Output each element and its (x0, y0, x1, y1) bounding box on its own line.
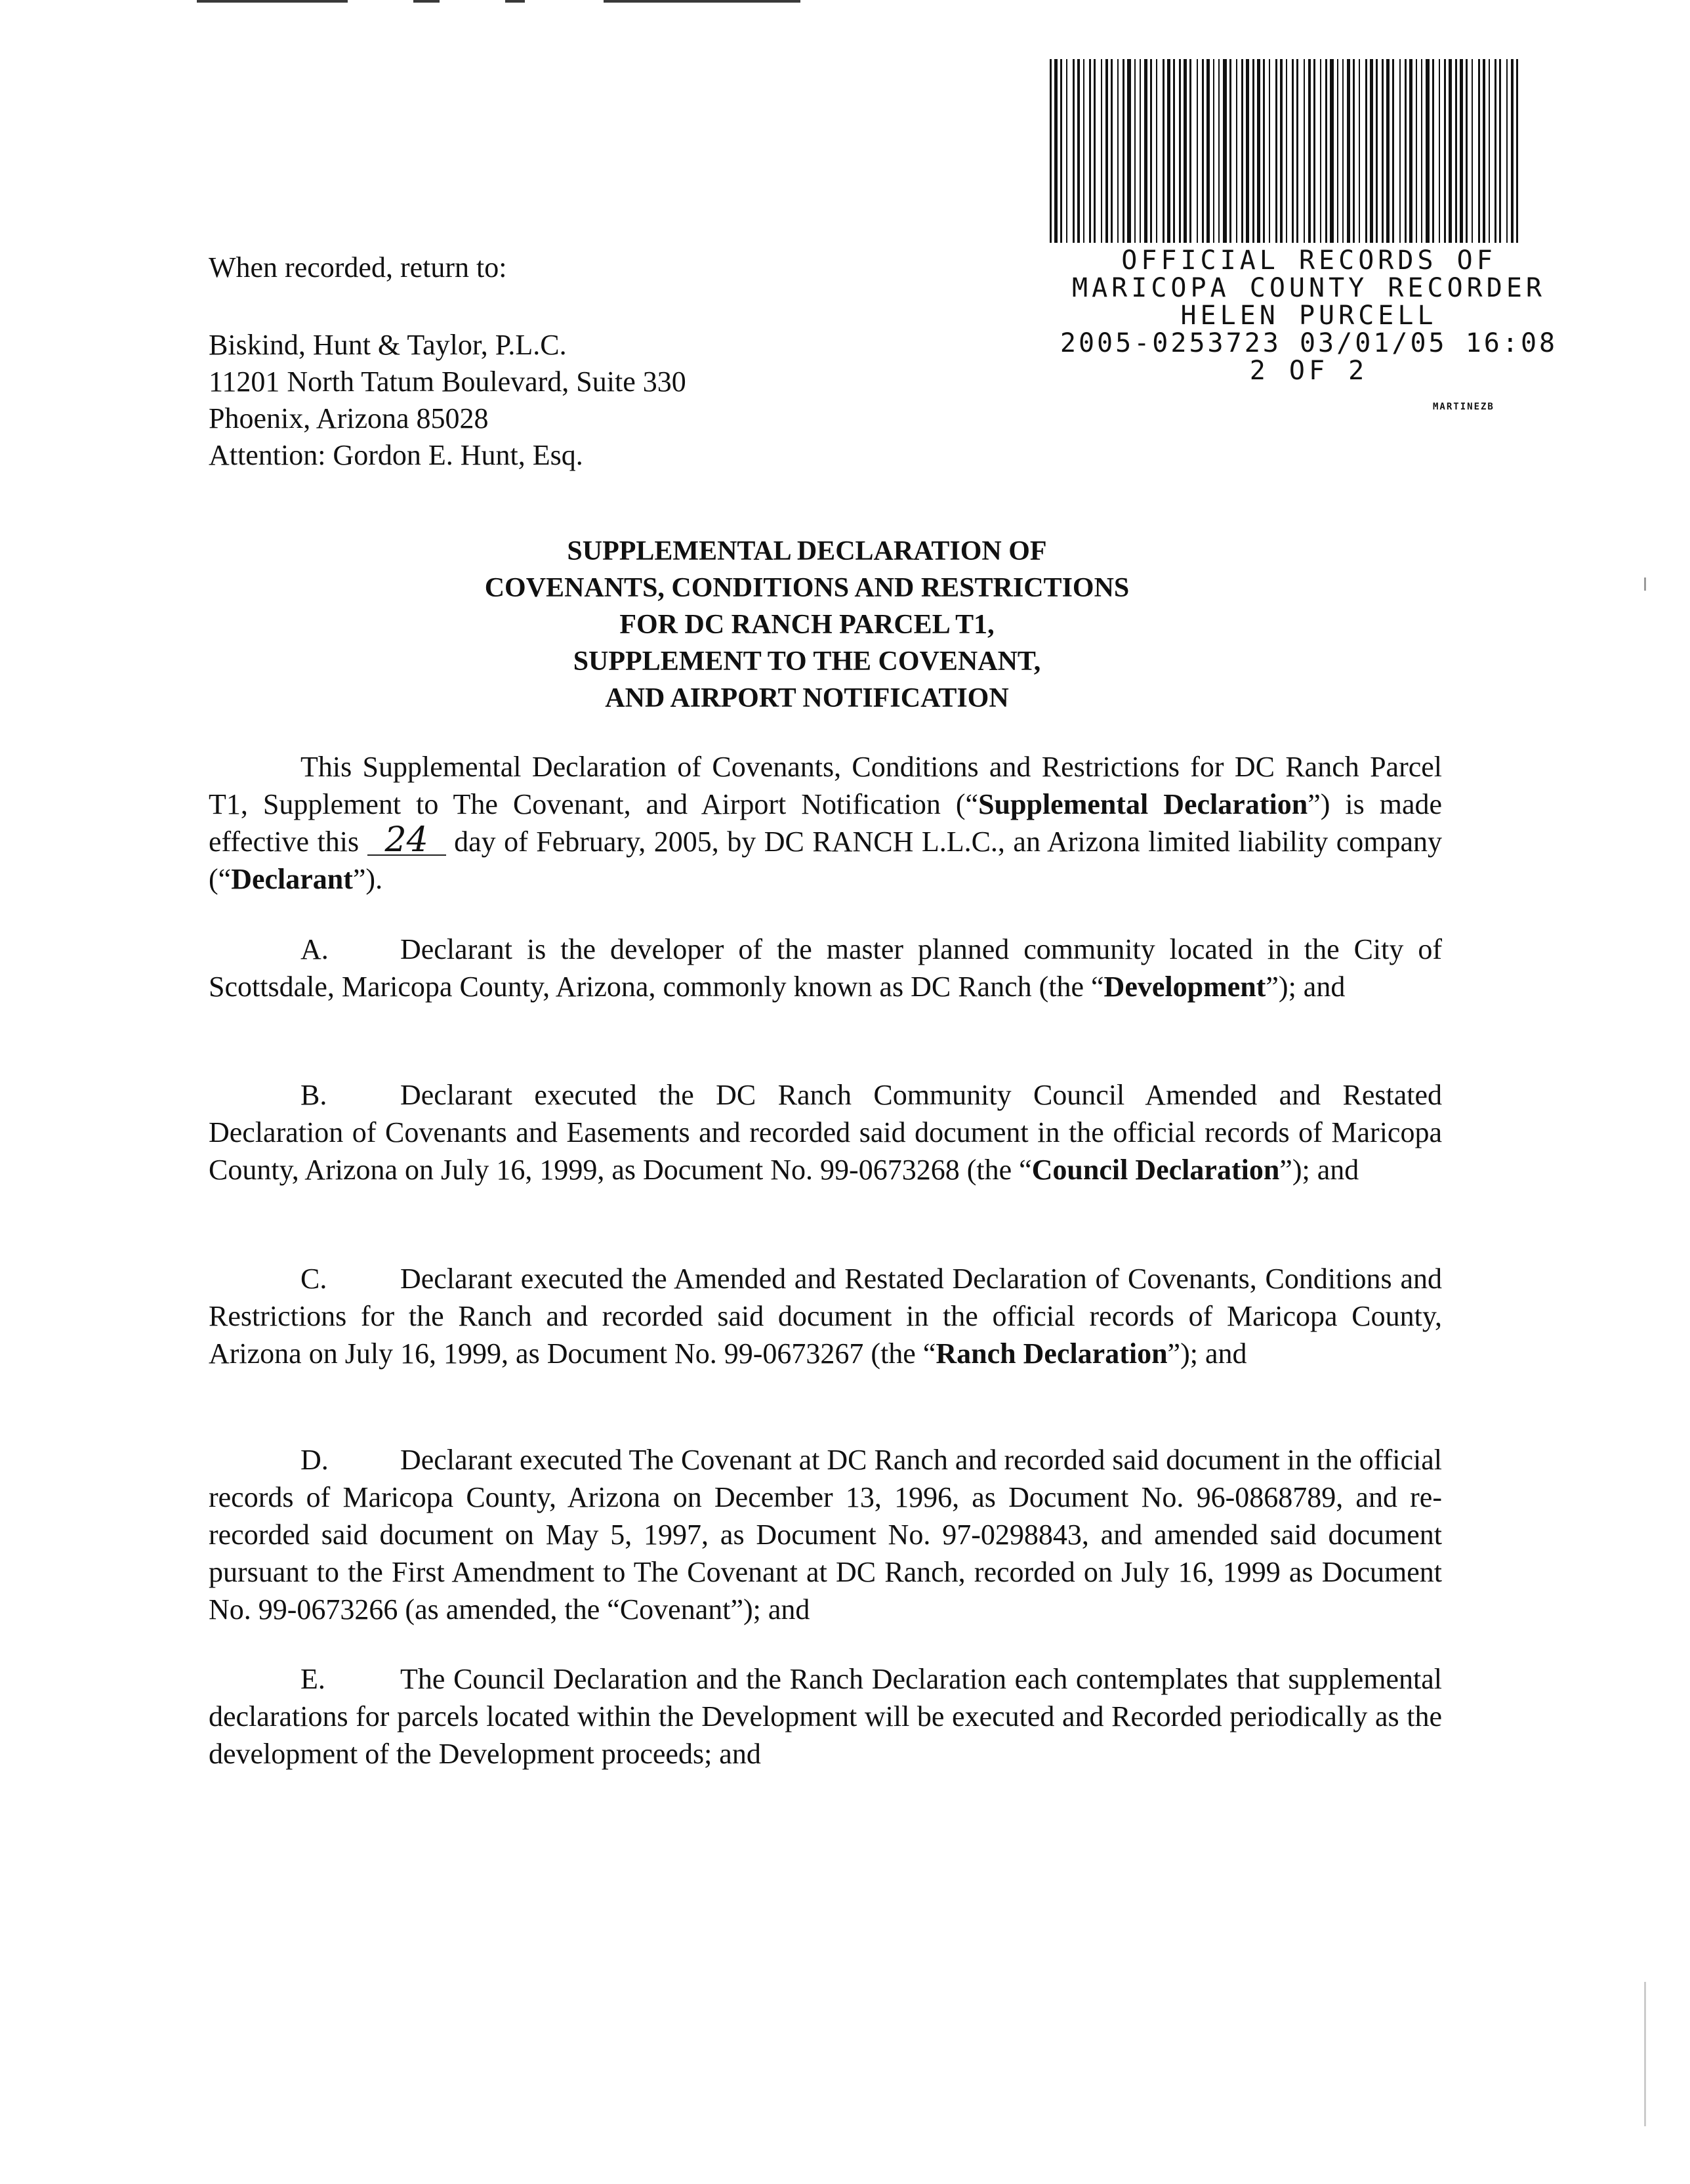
return-to-block (209, 249, 686, 474)
return-to-line: Attention: Gordon E. Hunt, Esq. (209, 439, 583, 471)
barcode-bar (1117, 59, 1119, 243)
barcode-bar (1308, 59, 1311, 243)
barcode-bar (1140, 59, 1141, 243)
barcode-bar (1179, 59, 1181, 243)
barcode-bar (1370, 59, 1373, 243)
barcode-bar (1083, 59, 1084, 243)
barcode-bar (1392, 59, 1394, 243)
title-line: COVENANTS, CONDITIONS AND RESTRICTIONS (484, 573, 1130, 603)
stamp-document-number: 2005-0253723 03/01/05 16:08 (1060, 328, 1558, 358)
barcode-bar (1466, 59, 1468, 243)
barcode-bar (1296, 59, 1298, 243)
recital-letter: D. (300, 1444, 329, 1476)
barcode-bar (1489, 59, 1490, 243)
barcode-bar (1347, 59, 1350, 243)
barcode-bar (1325, 59, 1327, 243)
barcode-bar (1494, 59, 1496, 243)
stamp-page-count: 2 OF 2 (1249, 356, 1369, 386)
barcode-bar (1101, 59, 1102, 243)
barcode-bar (1144, 59, 1147, 243)
barcode-bar (1123, 59, 1124, 243)
barcode-bar (1365, 59, 1367, 243)
barcode-bar (1409, 59, 1412, 243)
recital-b: B. Declarant executed the DC Ranch Community Council Amended and Restated Declaration of Covenants and Easements and recorded said document in the official records of Maricopa County, Arizona on July 16, 1999, as Document No. 99-0673268 (the “Council Declaration”); and (209, 1076, 1442, 1188)
defined-term: Declarant (231, 863, 353, 895)
barcode-bar (1134, 59, 1136, 243)
barcode-bar (1229, 59, 1231, 243)
handwritten-day: 24 (367, 826, 446, 856)
barcode-bar (1516, 59, 1518, 243)
recital-letter: A. (300, 933, 329, 965)
barcode-bar (1167, 59, 1170, 243)
stamp-official-records: OFFICIAL RECORDS OF (1121, 245, 1496, 276)
barcode-bar (1197, 59, 1198, 243)
barcode-bar (1472, 59, 1473, 243)
return-to-line: 11201 North Tatum Boulevard, Suite 330 (209, 366, 686, 398)
barcode-bar (1111, 59, 1113, 243)
recital-d: D. Declarant executed The Covenant at DC Ranch and recorded said document in the official records of Maricopa County, Arizona on December 13, 1996, as Document No. 96-0868789, and re-recorded said document on May 5, 1997, as Document No. 97-0298843, and amended said document pursuant to the First Amendment to The Covenant at DC Ranch, recorded on July 16, 1999 as Document No. 99-0673266 (as amended, the “Covenant”); and (209, 1441, 1442, 1628)
barcode-bar (1127, 59, 1131, 243)
barcode-bar (1189, 59, 1191, 243)
barcode-bar (1077, 59, 1080, 243)
document-title (197, 533, 1417, 717)
barcode-bar (1444, 59, 1446, 243)
barcode-bar (1292, 59, 1294, 243)
barcode-bar (1455, 59, 1457, 243)
barcode-bar (1094, 59, 1096, 243)
barcode-bar (1202, 59, 1204, 243)
barcode-bar (1432, 59, 1434, 243)
barcode-bar (1478, 59, 1480, 243)
recital-a: A. Declarant is the developer of the master planned community located in the City of Scottsdale, Maricopa County, Arizona, commonly known as DC Ranch (the “Development”); and (209, 931, 1442, 1005)
barcode-bar (1150, 59, 1152, 243)
return-to-line: Biskind, Hunt & Taylor, P.L.C. (209, 329, 567, 361)
barcode-bar (1066, 59, 1067, 243)
barcode (1050, 59, 1519, 243)
barcode-bar (1483, 59, 1485, 243)
barcode-bar (1163, 59, 1164, 243)
return-to-heading: When recorded, return to: (209, 251, 507, 284)
barcode-bar (1439, 59, 1440, 243)
barcode-bar (1376, 59, 1378, 243)
barcode-bar (1304, 59, 1305, 243)
barcode-bar (1218, 59, 1220, 243)
scan-artifact (1644, 578, 1646, 591)
barcode-bar (1286, 59, 1287, 243)
barcode-bar (1399, 59, 1401, 243)
recital-letter: B. (300, 1079, 327, 1111)
barcode-bar (1386, 59, 1390, 243)
barcode-bar (1060, 59, 1062, 243)
barcode-bar (1342, 59, 1344, 243)
return-to-line: Phoenix, Arizona 85028 (209, 402, 489, 434)
barcode-bar (1353, 59, 1355, 243)
defined-term: Ranch Declaration (936, 1337, 1168, 1370)
intro-paragraph: This Supplemental Declaration of Covenants, Conditions and Restrictions for DC Ranch Parcel T1, Supplement to The Covenant, and Airport Notification (“Supplemental Declaration”) is made effective this 24 day of February, 2005, by DC RANCH L.L.C., an Arizona limited liability company (“Declarant”). (209, 751, 1443, 895)
barcode-bar (1499, 59, 1501, 243)
barcode-bar (1156, 59, 1157, 243)
barcode-bar (1050, 59, 1052, 243)
stamp-recorder-name: HELEN PURCELL (1180, 301, 1437, 331)
stamp-county-recorder: MARICOPA COUNTY RECORDER (1072, 273, 1546, 303)
barcode-bar (1257, 59, 1260, 243)
barcode-bar (1280, 59, 1283, 243)
scan-artifact (1644, 1982, 1646, 2126)
barcode-bar (1313, 59, 1315, 243)
barcode-bar (1213, 59, 1214, 243)
title-line: SUPPLEMENT TO THE COVENANT, (573, 646, 1041, 677)
barcode-bar (1173, 59, 1175, 243)
barcode-bar (1382, 59, 1384, 243)
recital-letter: C. (300, 1263, 327, 1295)
barcode-bar (1426, 59, 1430, 243)
barcode-bar (1073, 59, 1075, 243)
barcode-bar (1460, 59, 1463, 243)
stamp-clerk-id: MARTINEZB (1433, 402, 1494, 412)
barcode-bar (1236, 59, 1237, 243)
barcode-bar (1184, 59, 1187, 243)
barcode-bar (1252, 59, 1254, 243)
barcode-bar (1275, 59, 1277, 243)
barcode-bar (1241, 59, 1243, 243)
barcode-bar (1337, 59, 1338, 243)
barcode-bar (1449, 59, 1452, 243)
title-line: SUPPLEMENTAL DECLARATION OF (567, 536, 1047, 566)
recording-stamp (1023, 59, 1594, 385)
barcode-bar (1223, 59, 1227, 243)
barcode-bar (1246, 59, 1249, 243)
barcode-bar (1054, 59, 1058, 243)
recital-c: C. Declarant executed the Amended and Restated Declaration of Covenants, Conditions and Restrictions for the Ranch and recorded said document in the official records of Maricopa County, Arizona on July 16, 1999, as Document No. 99-0673267 (the “Ranch Declaration”); and (209, 1260, 1442, 1372)
barcode-bar (1206, 59, 1210, 243)
barcode-bar (1511, 59, 1514, 243)
title-line: FOR DC RANCH PARCEL T1, (619, 610, 995, 640)
barcode-bar (1269, 59, 1270, 243)
barcode-bar (1105, 59, 1108, 243)
defined-term: Development (1103, 971, 1266, 1003)
barcode-bar (1320, 59, 1321, 243)
barcode-bar (1416, 59, 1417, 243)
barcode-bar (1359, 59, 1360, 243)
recital-letter: E. (300, 1663, 325, 1695)
barcode-bar (1405, 59, 1407, 243)
defined-term: Supplemental Declaration (978, 788, 1308, 820)
defined-term: Council Declaration (1031, 1154, 1280, 1186)
barcode-bar (1506, 59, 1508, 243)
barcode-bar (1421, 59, 1422, 243)
barcode-bar (1330, 59, 1334, 243)
scan-artifact (197, 0, 814, 8)
recital-e: E. The Council Declaration and the Ranch Declaration each contemplates that supplemental declarations for parcels located within the Development will be executed and Recorded periodically as the development of the Development proceeds; and (209, 1660, 1442, 1773)
barcode-bar (1263, 59, 1265, 243)
barcode-bar (1089, 59, 1091, 243)
title-line: AND AIRPORT NOTIFICATION (605, 683, 1009, 713)
